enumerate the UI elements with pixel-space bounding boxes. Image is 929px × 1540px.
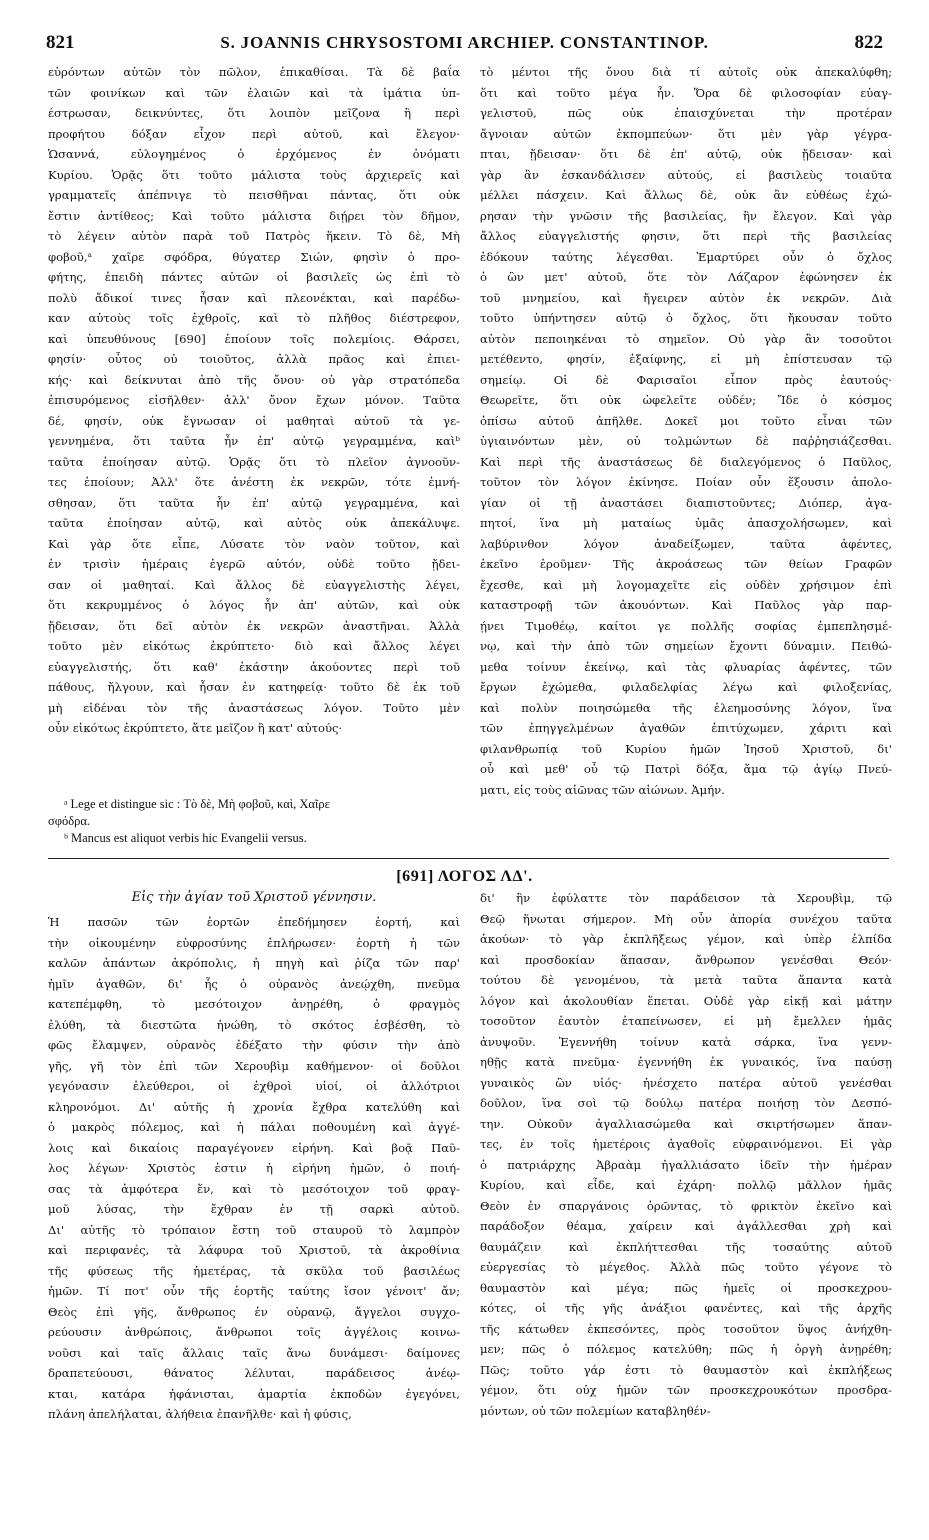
text-line: προφήτου δόξαν εἶχον περὶ αὐτοῦ, καὶ ἔλεγον· <box>48 126 460 141</box>
text-line: έστρωσαν, δεικνύντες, ὅτι λοιπὸν μεῖζονα ἢ περὶ <box>48 106 460 120</box>
text-line: δραπετεύουσι, θάνατος λέλυται, παράδεισος ἀνέῳ- <box>48 1366 460 1380</box>
text-line: τῆς κάτωθεν ἐκπεσόντες, πρὸς τοσοῦτον ὕψος ἀνήχθη- <box>480 1321 892 1336</box>
text-line: τῶν ἐπηγγελμένων ἀγαθῶν ἐπιτύχωμεν, χάριτι καὶ <box>480 721 892 735</box>
text-line: καταστροφῇ τῶν ἀκουόντων. Καὶ Παῦλος γὰρ παρ- <box>480 598 892 612</box>
text-line: γὰρ ἂν ἐσκανδάλισεν αὐτούς, εἰ βασιλεὺς τοιαῦτα <box>480 167 892 182</box>
text-line: τοῦτο μὲν εἰκότως ἐκρύπτετο· διὸ καὶ ἄλλος λέγει <box>48 639 460 653</box>
text-line: ὁ ὢν μετ' αὐτοῦ, ὅτε τὸν Λάζαρον ἐφώνησεν ἐκ <box>480 270 892 284</box>
text-line: ταῦτα ἐποίησαν αὐτῷ. Ὁρᾷς ὅτι τὸ πλεῖον ἀγνοοῦν- <box>48 454 460 469</box>
text-line: καὶ πολὺν ποιησώμεθα τῆς ἐλεημοσύνης λόγον, ἵνα <box>480 700 892 715</box>
text-line: εὐαγγελιστής, ὅτι καθ' ἑκάστην ἀκούοντες περὶ τοῦ <box>48 659 460 674</box>
text-line: ματι, εἰς τοὺς αἰῶνας τῶν αἰώνων. Ἀμήν. <box>480 782 725 797</box>
upper-right-column <box>480 62 892 800</box>
text-line: ἔστιν ἀντίθεος; Καὶ τοῦτο μάλιστα διῄρει τὸν δῆμον, <box>48 208 460 223</box>
text-line: λόγον καὶ ἀκολουθίαν ἕπεται. Οὐδὲ γὰρ εἰκῇ καὶ μάτην <box>480 993 892 1008</box>
text-line: Θεῷ ἥνωται σήμερον. Μὴ οὖν ἀπορία συνέχου ταῦτα <box>480 911 892 926</box>
text-line: ἀκούων· τὸ γὰρ ἐκπλῆξεως γέμον, καὶ ὑπὲρ ἐλπίδα <box>480 932 892 946</box>
text-line: μεθα τοίνυν ἐκείνῳ, καὶ τὰς φλυαρίας ἀφέντες, τῶν <box>480 659 892 674</box>
text-line: τοῦτο ὑπήντησεν αὐτῷ ὁ ὄχλος, ὅτι ἤκουσαν τοῦτο <box>480 311 892 325</box>
text-line: φιλανθρωπίᾳ τοῦ Κυρίου ἡμῶν Ἰησοῦ Χριστοῦ, δι' <box>480 741 892 756</box>
text-line: ηθῇς κατὰ πνεῦμα· ἐγεννήθη ἐκ γυναικός, ἵνα παύσῃ <box>480 1055 892 1069</box>
text-line: ὁ μακρὸς πόλεμος, καὶ ἡ πάλαι ποθουμένη καὶ ἀγγέ- <box>48 1120 460 1134</box>
text-line: γεννημένα, ὅτι ταῦτα ἦν ἐπ' αὐτῷ γεγραμμένα, καὶᵇ <box>48 434 460 448</box>
text-line: Πῶς; τοῦτο γάρ ἐστι τὸ θαυμαστὸν καὶ ἐκπλήξεως <box>480 1362 892 1377</box>
text-line: την. Οὐκοῦν ἀγαλλιασώμεθα καὶ σκιρτήσωμεν ἅπαν- <box>480 1116 892 1131</box>
lower-left-column <box>48 912 460 1425</box>
section-title: [691] ΛΟΓΟΣ ΛΔ'. <box>396 868 533 885</box>
text-line: σαν οἱ μαθηταί. Καὶ ἄλλος δὲ εὐαγγελιστὴς λέγει, <box>48 577 460 592</box>
text-line: θαυμαστὸν καὶ μέγα; πῶς ἡμεῖς οἱ προσκεχρου- <box>480 1280 892 1295</box>
text-line: γελιστοῦ, πῶς οὐκ ἐπαισχύνεται τὴν προτέραν <box>480 106 892 120</box>
text-line: τοσοῦτον ἑαυτὸν ἐταπείνωσεν, εἰ μὴ ἔμελλεν ἡμᾶς <box>480 1014 892 1028</box>
text-line: Θεὸς ἐπὶ γῆς, ἄνθρωπος ἐν οὐρανῷ, ἄγγελοι συγχο- <box>48 1304 460 1319</box>
text-line: ὀπίσω αὐτοῦ ἀπῆλθε. Δοκεῖ μοι τοῦτο εἶναι τῶν <box>480 413 892 428</box>
text-line: νοῦσι καὶ ταῖς ἄλλαις ταῖς ἄνω δυνάμεσι· δαίμονες <box>48 1345 460 1360</box>
text-line: τοῦτον τὸν λόγον ἐκίνησε. Ποίαν οὖν ἕξουσιν ἀπολο- <box>480 475 892 489</box>
text-line: μέλλει πάσχειν. Καὶ ἄλλως δὲ, οὐκ ἂν εὐθέως ἐχώ- <box>480 188 892 202</box>
footnote-line: ᵇ Mancus est aliquot verbis hic Evangelii versus. <box>64 831 307 845</box>
text-line: ὑγιαινόντων μὲν, οὐ τολμώντων δὲ παῤῥησιάζεσθαι. <box>480 434 892 448</box>
footnotes <box>48 796 460 847</box>
text-line: καὶ ὑπευθύνους [690] ἐποίουν τοῖς πολεμίοις. Θάρσει, <box>48 331 460 346</box>
text-line: Κυρίου, καὶ εἶδε, καὶ ἐχάρη· πολλῷ μᾶλλον ἡμᾶς <box>480 1178 892 1192</box>
text-line: καν αὐτοὺς τοῖς ἐχθροῖς, καὶ τὸ πλῆθος διέστρεφον, <box>48 311 460 325</box>
section-divider <box>48 858 889 859</box>
text-line: φησίν· οὗτος οὐ τοιοῦτος, ἀλλὰ πρᾶος καὶ ἐπιει- <box>48 352 460 366</box>
text-line: ταῦτα ἐποίησαν αὐτῷ, καὶ αὐτὸς οὐκ ἀπεκάλυψε. <box>48 516 460 530</box>
text-line: μοῦ λύσας, τὴν ἔχθραν ἐν τῇ σαρκὶ αὐτοῦ. <box>48 1202 460 1216</box>
text-line: Θεὸν ἐν σπαργάνοις ὁρῶντας, τὸ φρικτὸν ἐκεῖνο καὶ <box>480 1198 892 1213</box>
footnote-line: σφόδρα. <box>48 814 91 828</box>
text-line: ἐκεῖνο ἐροῦμεν· Τῆς ἀκροάσεως τῶν θείων Γραφῶν <box>480 557 892 571</box>
text-line: καὶ προσδοκίαν ἅπασαν, ἄνθρωπον γενέσθαι Θεόν· <box>480 952 892 967</box>
running-title: S. JOANNIS CHRYSOSTOMI ARCHIEP. CONSTANTINOP. <box>220 33 709 52</box>
text-line: κότες, οἱ τῆς γῆς ἀνάξιοι φανέντες, καὶ τῆς ἀρχῆς <box>480 1301 892 1315</box>
text-line: γραμματεῖς ἀπέπνιγε τὸ πεισθῆναι πάντας, ὅτι οὐκ <box>48 188 460 202</box>
text-line: ἄγνοιαν αὐτῶν ἐκπομπεύων· ὅτι μὲν γὰρ γέγρα- <box>480 126 892 141</box>
text-line: τῆς φύσεως τῆς ἡμετέρας, τὰ σκῦλα τοῦ βασιλέως <box>48 1263 460 1278</box>
text-line: Ὡσαννά, εὐλογημένος ὁ ἐρχόμενος ἐν ὀνόματι <box>48 147 460 161</box>
right-page-number: 822 <box>854 32 883 53</box>
text-line: Καὶ περὶ τῆς ἀναστάσεως δὲ διαλεγόμενος ὁ Παῦλος, <box>480 454 892 469</box>
text-line: αὐτὸν πεποιηκέναι τὸ σημεῖον. Οὐ γὰρ ἂν τοσοῦτοι <box>480 331 892 346</box>
text-line: δοῦλον, ἵνα σοὶ τῷ δούλῳ πατέρα ποιήσῃ τὸν Δεσπό- <box>480 1096 892 1110</box>
page-header <box>46 28 883 58</box>
text-line: θαυμάζειν καὶ ἐκπλήττεσθαι τῆς τοσαύτης αὐτοῦ <box>480 1239 892 1254</box>
text-line: γίαν οἱ τῇ ἀναστάσει διαπιστοῦντες; Διόπερ, ἀγα- <box>480 495 892 510</box>
text-line: πται, ᾔδεισαν· ὅτι δὲ ἐπ' αὐτῷ, οὐκ ᾔδεισαν· καὶ <box>480 147 892 161</box>
text-line: ἐλύθη, τὰ διεστῶτα ἡνώθη, τὸ σκότος ἐσβέσθη, τὸ <box>48 1017 460 1032</box>
text-line: εὑρόντων αὐτῶν τὸν πῶλον, ἐπικαθίσαι. Τὰ δὲ βαΐα <box>48 65 460 79</box>
text-line: μεν; πῶς ὁ πόλεμος κατελύθη; πῶς ἡ ὀργὴ ἀνῃρέθη; <box>480 1342 892 1356</box>
text-line: ἄλλος εὐαγγελιστής φησιν, ὅτι περὶ τῆς βασιλείας <box>480 229 892 243</box>
text-line: νῳ, καὶ τὴν ἀπὸ τῶν σημείων ἔχοντι δύναμιν. Πειθώ- <box>480 639 892 653</box>
text-line: ὅτι κεκρυμμένος ὁ λόγος ἦν ἀπ' αὐτῶν, καὶ οὐκ <box>48 598 460 612</box>
text-line: Θεωρεῖτε, ὅτι οὐκ ὠφελεῖτε οὐδέν; Ἴδε ὁ κόσμος <box>480 393 892 407</box>
text-line: οὗ καὶ μεθ' οὗ τῷ Πατρὶ δόξα, ἅμα τῷ ἁγίῳ Πνεύ- <box>480 762 892 776</box>
text-line: τὴν οἰκουμένην εὐφροσύνης ἐπλήρωσεν· ἑορτὴ ἡ τῶν <box>48 935 460 950</box>
text-line: μετέθεντο, φησίν, ἐξαίφνης, εἰ μὴ ἐπίστευσαν τῷ <box>480 352 892 366</box>
lower-right-column <box>480 888 892 1421</box>
text-line: γέμον, ὅτι οὐχ ἡμῶν τῶν προσκεχρουκότων προσδρα- <box>480 1383 892 1397</box>
text-line: τὸ λέγειν αὐτὸν παρὰ τοῦ Πατρὸς ἥκειν. Τὸ δὲ, Μὴ <box>48 229 460 243</box>
text-line: φήτης, ἐπειδὴ πάντες αὐτῶν οἱ βασιλεῖς ὡς ἐπὶ τὸ <box>48 270 460 284</box>
text-line: λοις καὶ δικαίοις παραγέγονεν εἰρήνη. Καὶ βοᾷ Παῦ- <box>48 1140 460 1155</box>
text-line: ὅτι καὶ τοῦτο μέγα ἦν. Ὅρα δὲ φιλοσοφίαν εὐαγ- <box>480 85 892 100</box>
text-line: ἔργων ἐχώμεθα, φιλαδελφίας λέγω καὶ φιλοξενίας, <box>480 680 892 694</box>
text-line: ἐδόκουν ταύτης λέγεσθαι. Ἐμαρτύρει οὖν ὁ ὄχλος <box>480 249 892 264</box>
text-line: τῶν φοινίκων καὶ τῶν ἐλαιῶν καὶ τὰ ἱμάτια ὑπ- <box>48 85 460 100</box>
text-line: ἀνυψοῦν. Ἐγεννήθη τοίνυν κατὰ σάρκα, ἵνα γενν- <box>480 1034 892 1049</box>
text-line: ἐν τρισὶν ἡμέραις ἐγερῶ αὐτόν, οὐδὲ τοῦτο ᾔδει- <box>48 557 460 571</box>
text-line: κληρονόμοι. Δι' αὐτῆς ἡ χρονία ἔχθρα κατελύθη καὶ <box>48 1099 460 1114</box>
text-line: δι' ἣν ἐφύλαττε τὸν παράδεισον τὰ Χερουβὶμ, τῷ <box>480 891 892 905</box>
text-line: Καὶ γὰρ ὅτε εἶπε, Λύσατε τὸν ναὸν τοῦτον, καὶ <box>48 536 460 551</box>
text-line: γεγόνασιν ἐλεύθεροι, οἱ ἐχθροὶ υἱοί, οἱ ἀλλότριοι <box>48 1079 460 1093</box>
text-line: τούτου δὲ γενομένου, τὰ μετὰ ταῦτα ἅπαντα κατὰ <box>480 973 892 987</box>
text-line: κής· καὶ δείκνυται ἀπὸ τῆς ὄνου· οὐ γὰρ στρατόπεδα <box>48 372 460 387</box>
text-line: ὁ πατριάρχης Ἀβραὰμ ἠγαλλιάσατο ἰδεῖν τὴν ἡμέραν <box>480 1157 892 1172</box>
text-line: πητοί, ἵνα μὴ ματαίως ὑμᾶς ἀπασχολήσωμεν, καὶ <box>480 516 892 530</box>
text-line: ἡμῶν. Τί ποτ' οὖν τῆς ἑορτῆς ταύτης ἴσον γένοιτ' ἄν; <box>48 1284 460 1298</box>
text-line: μὴ εἰδέναι τὸν τῆς ἀναστάσεως λόγον. Τοῦτο μὲν <box>48 700 460 715</box>
text-line: λος λέγων· Χριστὸς ἐστιν ἡ εἰρήνη ἡμῶν, ὁ ποιή- <box>48 1161 460 1175</box>
text-line: εὐεργεσίας τὸ μέγεθος. Ἀλλὰ πῶς τοῦτο γέγονε τὸ <box>480 1260 892 1274</box>
text-line: σας τὰ ἀμφότερα ἕν, καὶ τὸ μεσότοιχον τοῦ φραγ- <box>48 1181 460 1196</box>
upper-left-column <box>48 62 460 739</box>
text-line: κατεπέμφθη, τὸ μεσότοιχον ἀνῃρέθη, ὁ φραγμὸς <box>48 997 460 1011</box>
text-line: γυναικὸς ὢν υἱός· ἠνέσχετο πατέρα αὐτοῦ γενέσθαι <box>480 1075 892 1090</box>
text-line: καὶ περιφανές, τὰ λάφυρα τοῦ Χριστοῦ, τὰ ἀκροθίνια <box>48 1243 460 1257</box>
text-line: ῄνει Τιμοθέῳ, καίτοι γε πολλῆς σοφίας ἐμπεπλησμέ- <box>480 618 892 633</box>
text-line: ρεύουσιν ἀνθρώποις, ἄνθρωποι τοῖς ἀγγέλοις κοινω- <box>48 1325 460 1339</box>
section-subtitle: Εἰς τὴν ἁγίαν τοῦ Χριστοῦ γέννησιν. <box>131 890 377 905</box>
text-line: μόντων, οὐ τῶν πολεμίων καταβληθέν- <box>480 1403 711 1418</box>
text-line: ἔχεσθε, καὶ μὴ λογομαχεῖτε εἰς οὐδὲν χρήσιμον ἐπὶ <box>480 577 892 592</box>
text-line: σημείῳ. Οἱ δὲ Φαρισαῖοι εἶπον πρὸς ἑαυτούς· <box>480 372 892 387</box>
text-line: ἡμῖν ἀγαθῶν, δι' ἧς ὁ οὐρανὸς ἀνεῴχθη, πνεῦμα <box>48 976 460 991</box>
footnote-line: ᵃ Lege et distingue sic : Τὸ δὲ, Μὴ φοβοῦ, καὶ, Χαῖρε <box>64 797 330 811</box>
text-line: τες ἐποίουν; Ἀλλ' ὅτε ἀνέστη ἐκ νεκρῶν, τότε ἐμνή- <box>48 475 460 489</box>
text-line: οὖν εἰκότως ἐκρύπτετο, ἅτε μεῖζον ἢ κατ' αὐτούς· <box>48 721 343 735</box>
text-line: λαβύρινθον λόγον ἀναδείξωμεν, ταῦτα ἀφέντες, <box>480 536 892 551</box>
text-line: ἐπισυρόμενος εἰσῆλθεν· ἀλλ' ὄνον ἔχων μόνον. Ταῦτα <box>48 393 460 407</box>
text-line: καλῶν ἁπάντων ἀκρόπολις, ἡ πηγὴ καὶ ῥίζα τῶν παρ' <box>48 956 460 970</box>
text-line: Δι' αὐτῆς τὸ τρόπαιον ἔστη τοῦ σταυροῦ τὸ λαμπρὸν <box>48 1222 460 1237</box>
text-line: πάθους, ἤλγουν, καὶ ἦσαν ἐν κατηφείᾳ· τοῦτο δὲ ἐκ τοῦ <box>48 680 460 694</box>
text-line: παράδοξον θέαμα, χαίρειν καὶ ἀγάλλεσθαι χρὴ καὶ <box>480 1219 892 1233</box>
text-line: τες, ἐν τοῖς ἡμετέροις ἀγαθοῖς εὐφραινόμενοι. Εἰ γὰρ <box>480 1137 892 1151</box>
text-line: δέ, φησίν, οὐκ ἔγνωσαν οἱ μαθηταὶ αὐτοῦ τὰ γε- <box>48 413 460 428</box>
text-line: τὸ μέντοι τῆς ὄνου διὰ τί αὐτοῖς οὐκ ἀπεκαλύφθη; <box>480 65 892 79</box>
text-line: Ἡ πασῶν τῶν ἑορτῶν ἐπεδήμησεν ἑορτή, καὶ <box>48 915 460 929</box>
text-line: φῶς ἔλαμψεν, οὐρανὸς ἐδέξατο τὴν φύσιν τὴν ἀπὸ <box>48 1038 460 1052</box>
text-line: σθησαν, ὅτι ταῦτα ἦν ἐπ' αὐτῷ γεγραμμένα, καὶ <box>48 495 460 510</box>
text-line: Κυρίου. Ὁρᾷς ὅτι τοῦτο μάλιστα τοὺς ἀρχιερεῖς καὶ <box>48 167 460 182</box>
text-line: ᾔδεισαν, ὅτι δεῖ αὐτὸν ἐκ νεκρῶν ἀναστῆναι. Ἀλλὰ <box>48 618 460 633</box>
text-line: πλάνη ἀπελήλαται, ἀλήθεια ἐπανῆλθε· καὶ ἡ φύσις, <box>48 1407 352 1421</box>
left-page-number: 821 <box>46 32 75 53</box>
text-line: πολὺ ἄδικοί τινες ἦσαν καὶ πλεονέκται, καὶ παρέδω- <box>48 290 460 305</box>
text-line: γῆς, γῆ τὸν ἐπὶ τῶν Χερουβὶμ καθήμενον· οἱ δοῦλοι <box>48 1058 460 1073</box>
text-line: ρησαν τὴν γνῶσιν τῆς βασιλείας, ἣν ἔλεγον. Καὶ γὰρ <box>480 208 892 223</box>
text-line: κται, κατάρα ἠφάνισται, ἁμαρτία ἐκποδὼν ἐγεγόνει, <box>48 1386 460 1401</box>
text-line: φοβοῦ,ᵃ χαῖρε σφόδρα, θύγατερ Σιών, φησὶν ὁ προ- <box>48 249 460 264</box>
text-line: τοῦ μνημείου, καὶ ἤγειρεν αὐτὸν ἐκ νεκρῶν. Διὰ <box>480 290 892 305</box>
